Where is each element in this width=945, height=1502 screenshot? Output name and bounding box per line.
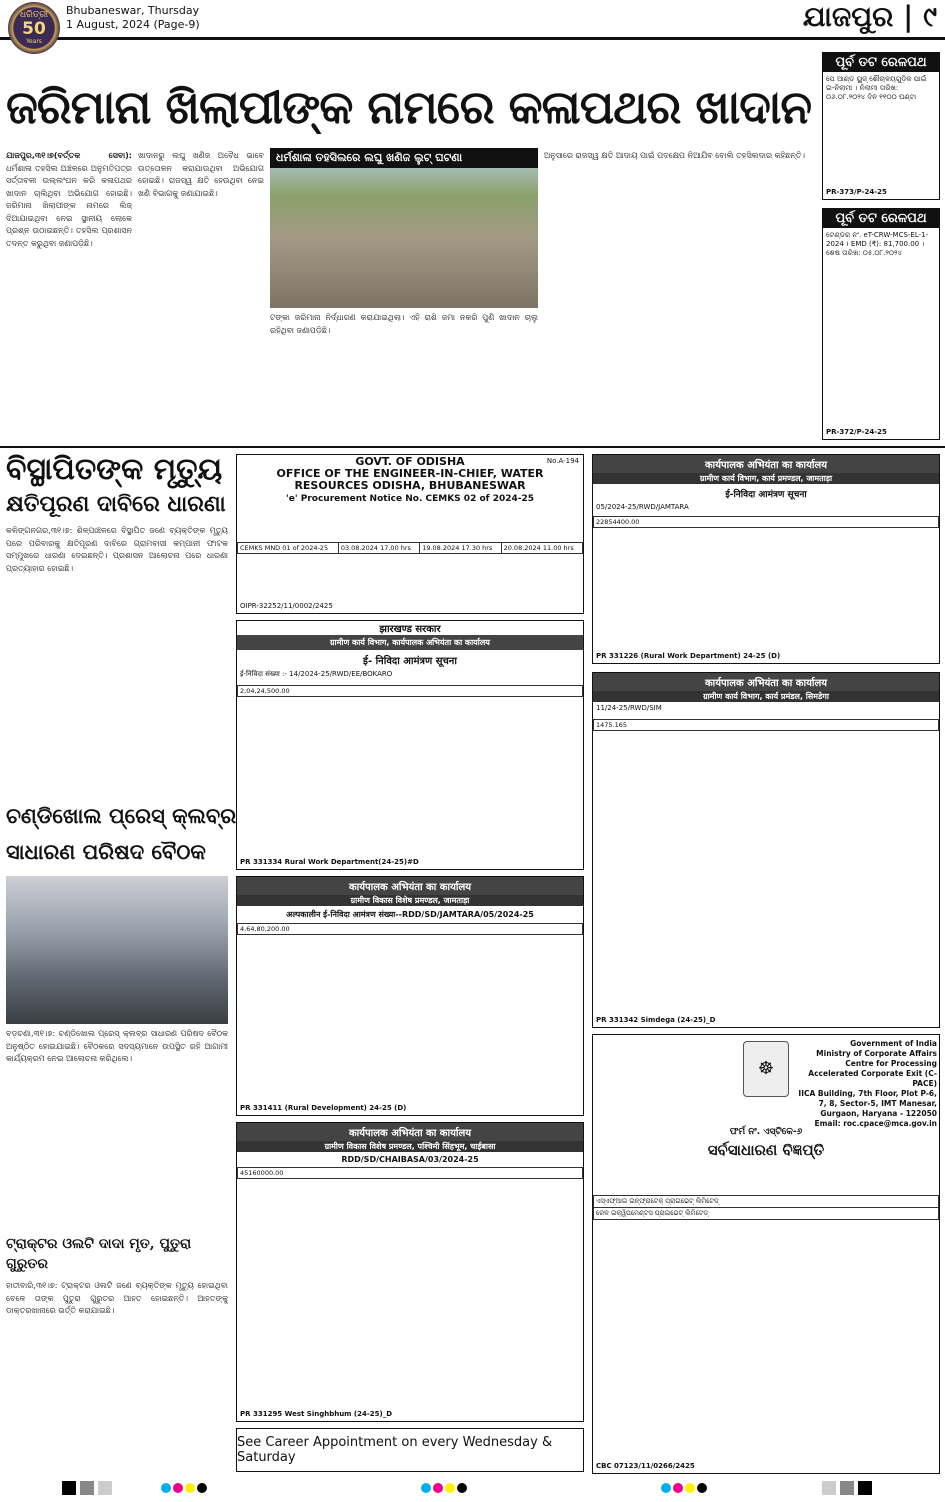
mca-company-row-2: ରେଳ ଇକ୍ୱିପମେଣ୍ଟସ ପ୍ରାଇଭେଟ୍ ଲିମିଟେଡ୍ [594,1208,939,1220]
tender-bokaro-amount: 2,04,24,500.00 [238,686,583,697]
section-divider [0,446,945,448]
story3-title-line2: ସାଧାରଣ ପରିଷଦ ବୈଠକ [6,839,206,864]
railway-ad-1 [822,52,940,200]
railway-ad-2 [822,208,940,440]
tender-chaibasa-footer: PR 331295 West Singhbhum (24-25)_D [240,1410,393,1418]
tender-jamtara-rdd-ref: अल्पकालीन ई-निविदा आमंत्रण संख्या--RDD/SD/JAMTARA/05/2024-25 [286,910,534,919]
tender-simdega [592,672,940,1028]
emblem-icon: ☸ [743,1041,789,1097]
tender-chaibasa-sub: ग्रामीण विकास विशेष प्रमण्डल, पश्चिमी सिंहभूम, चाईबासा [237,1141,583,1152]
lead-byline: ଯାଜପୁର,୩୧।୭(ବର୍ତ୍ତକ ସେବା): [6,151,132,160]
color-dots-3 [660,1478,708,1502]
print-registration-marks [0,1478,945,1498]
story2-title-line1: ବିସ୍ଥାପିତଙ୍କ ମୃତ୍ୟୁ [6,452,223,487]
railway-ad-1-ref: PR-373/P-24-25 [826,188,887,196]
tender-odisha-govt: GOVT. OF ODISHA [355,455,465,468]
tender-jamtara-rwd-dept: कार्यपालक अभियंता का कार्यालय [593,455,939,473]
tender-jamtara-rdd-footer: PR 331411 (Rural Development) 24-25 (D) [240,1104,407,1112]
tender-simdega-amount: 1475.165 [594,720,939,731]
tender-jamtara-rdd-table [237,923,583,935]
tender-jamtara-rwd-title: ई-निविदा आमंत्रण सूचना [725,490,807,500]
tender-jamtara-rdd [236,876,584,1116]
tender-odisha-bid-id: CEMKS MND 01 of 2024-25 [238,543,339,554]
story4-title: ଟ୍ରାକ୍ଟର ଓଲଟି ଦାଦା ମୃତ, ପୁତୁରା ଗୁରୁତର [6,1236,192,1272]
railway-ad-2-text: ଟେଣ୍ଡର ନଂ. eT-CRW-MCS-EL-1-2024 । EMD (₹): 81,700.00 । ଶେଷ ତାରିଖ: ୦୫.୦୮.୨୦୨୪ [826,231,929,257]
lead-headline: ଜରିମାନା ଖିଲାପୀଙ୍କ ନାମରେ କଳାପଥର ଖାଦାନ [6,80,812,134]
tender-bokaro-table [237,685,583,697]
tender-simdega-sub: ग्रामीण कार्य विभाग, कार्य प्रमंडल, सिमडेगा [593,691,939,702]
tender-odisha-notice: 'e' Procurement Notice No. CEMKS 02 of 2024-25 [285,494,534,504]
dateline-date-page: 1 August, 2024 (Page-9) [66,18,200,31]
dateline-city-day: Bhubaneswar, Thursday [66,4,200,17]
lead-column-3: ଟଙ୍କା ଜରିମାନା ନିର୍ଦ୍ଧାରଣ କରାଯାଇଥିଲା। ଏହି ରାଶି ଜମା ନକରି ପୁଣି ଖାଦାନ ଚାଲୁ ରହିଥିବା ଜଣାପଡ଼ିଛି। [270,313,538,335]
tender-bokaro [236,620,584,870]
lead-column-1 [6,150,132,440]
tender-simdega-ref: 11/24-25/RWD/SIM [596,704,662,712]
tender-simdega-dept: कार्यपालक अभियंता का कार्यालय [593,673,939,691]
tender-jamtara-rwd-ref: 05/2024-25/RWD/JAMTARA [596,503,689,511]
photo-caption: ଧର୍ମଶାଳା ତହସିଲରେ ଲଘୁ ଖଣିଜ ଲୁଟ୍ ଘଟଣା [270,148,538,168]
story4-text: ହାତୀବାରି,୩୧।୭: ଟ୍ରାକ୍ଟର ଓଲଟି ଜଣେ ବ୍ୟକ୍ତିଙ୍କ ମୃତ୍ୟୁ ହୋଇଥିବା ବେଳେ ତାଙ୍କ ପୁତୁରା ଗୁରୁତର ଆହତ ହୋଇଛନ୍ତି। ଆହତଙ୍କୁ ଡାକ୍ତରଖାନାରେ ଭର୍ତ୍ତି କରାଯାଇଛି। [6,1281,228,1315]
masthead [0,0,945,45]
mca-notice [592,1034,940,1474]
railway-ad-1-title: ପୂର୍ବ ତଟ ରେଳପଥ [823,53,939,72]
mca-centre: Centre for Processing Accelerated Corporate Exit (C-PACE) [808,1059,937,1088]
anniversary-logo [8,2,60,54]
registration-squares-right [820,1478,874,1502]
mca-govt: Government of India [850,1039,937,1048]
mca-ministry: Ministry of Corporate Affairs [816,1049,937,1058]
tender-odisha [236,454,584,614]
tender-jamtara-rwd-table [593,516,939,528]
railway-ad-2-title: ପୂର୍ବ ତଟ ରେଳପଥ [823,209,939,228]
tender-odisha-footer: OIPR-32252/11/0002/2425 [240,602,333,610]
tender-jamtara-rdd-dept: कार्यपालक अभियंता का कार्यालय [237,877,583,895]
tender-simdega-footer: PR 331342 Simdega (24-25)_D [596,1016,716,1024]
tender-chaibasa-table [237,1167,583,1179]
mca-company-row-1: ଏସ୍‌ଏଫ୍‌ଆଇ ଇନ୍‌ଫ୍ରାଟେକ୍ ପ୍ରାଇଭେଟ୍ ଲିମିଟେଡ୍ [594,1196,939,1208]
tender-jamtara-rwd-amount: 22854400.00 [594,517,939,528]
logo-text-top: ଧରିତ୍ରୀ [19,10,49,20]
tender-odisha-table [237,542,583,554]
tender-odisha-office: OFFICE OF THE ENGINEER-IN-CHIEF, WATER RESOURCES ODISHA, BHUBANESWAR [276,467,544,492]
story3-title-line1: ଚଣ୍ଡିଖୋଲ ପ୍ରେସ୍ କ୍ଲବ୍‌ର [6,803,237,828]
tender-jamtara-rwd [592,454,940,664]
dateline [66,4,200,32]
lead-col1-text: ଧର୍ମଶାଳା ତହସିଲ ଅଞ୍ଚଳରେ ଅନୁମତିପତ୍ର ସର୍ତ୍ତାବଳୀ ଉଲ୍ଲଂଘନ କରି କଳାପଥର ଖାଦାନ ଚାଲିଥିବା ଅଭିଯୋଗ ହୋଇଛି। ଜରିମାନା ଖିଲାପୀଙ୍କ ନାମରେ ଲିଜ୍ ଦିଆଯାଇଥିବା ନେଇ ସ୍ଥାନୀୟ ଲୋକେ ପ୍ରଶ୍ନ ଉଠାଇଛନ୍ତି। ତହସିଲ ପ୍ରଶାସନ ତଦନ୍ତ କରୁଥିବା ଜଣାପଡ଼ିଛି। [6,163,132,248]
mca-footer: CBC 07123/11/0266/2425 [596,1462,695,1470]
tender-bokaro-ref: ई-निविदा संख्या :- 14/2024-25/RWD/EE/BOKARO [240,670,393,678]
career-text: See Career Appointment on every Wednesday & Saturday [237,1435,553,1465]
tender-bokaro-state: झारखण्ड सरकार [379,624,441,635]
tender-chaibasa-ref: RDD/SD/CHAIBASA/03/2024-25 [341,1155,479,1164]
logo-text-bottom: Years [26,38,42,45]
railway-ad-2-ref: PR-372/P-24-25 [826,428,887,436]
registration-squares-left [60,1478,114,1502]
tender-jamtara-rwd-footer: PR 331226 (Rural Work Department) 24-25 (D) [596,652,781,660]
mca-form-no: ଫର୍ମ ନଂ. ଏସ୍‌ଟିକେ-୬ [729,1127,803,1137]
tender-jamtara-rwd-sub: ग्रामीण कार्य विभाग, कार्य प्रमण्डल, जामताड़ा [593,473,939,484]
tender-bokaro-footer: PR 331334 Rural Work Department(24-25)#D [240,858,419,866]
tender-jamtara-rdd-sub: ग्रामीण विकास विशेष प्रमण्डल, जामताड़ा [237,895,583,906]
tender-chaibasa-dept: कार्यपालक अभियंता का कार्यालय [237,1123,583,1141]
page-name: ଯାଜପୁର | ୯ [802,0,937,33]
mca-email: Email: roc.cpace@mca.gov.in [814,1119,937,1128]
story2-text: କଳିଙ୍ଗନଗର,୩୧।୭: ଶିଳ୍ପାଞ୍ଚଳରେ ବିସ୍ଥାପିତ ଜଣେ ବ୍ୟକ୍ତିଙ୍କ ମୃତ୍ୟୁ ପରେ ପରିବାରକୁ କ୍ଷତିପୂରଣ ଦାବିରେ ଗ୍ରାମବାସୀ କମ୍ପାନୀ ଫାଟକ ସମ୍ମୁଖରେ ଧାରଣା ଦେଇଛନ୍ତି। ପ୍ରଶାସନ ଆଲୋଚନା ପରେ ଧାରଣା ପ୍ରତ୍ୟାହାର ହୋଇଛି। [6,526,228,573]
tender-simdega-table [593,719,939,731]
tender-odisha-number: No.A-194 [546,457,579,465]
tender-chaibasa-amount: 45160000.00 [238,1168,583,1179]
color-dots-1 [160,1478,208,1502]
tender-odisha-date1: 03.08.2024 17.00 hrs [338,543,419,554]
logo-number: 50 [22,19,46,39]
lead-column-4: ଅନୁସାରେ ରାଜସ୍ୱ କ୍ଷତି ଆଦାୟ ପାଇଁ ପଦକ୍ଷେପ ନିଆଯିବ ବୋଲି ତହସିଲଦାର କହିଛନ୍ତି। [544,151,806,160]
mca-company-table [593,1195,939,1220]
tender-odisha-date2: 19.08.2024 17.30 hrs [420,543,501,554]
story2-title-line2: କ୍ଷତିପୂରଣ ଦାବିରେ ଧାରଣା [6,491,226,517]
quarry-photo [270,148,538,308]
lead-column-2: ଖାଦାନରୁ ଲଘୁ ଖଣିଜ ଅବୈଧ ଭାବେ ଉତ୍ତୋଳନ କରାଯାଉଥିବା ଅଭିଯୋଗ ହୋଇଛି। ରାଜସ୍ୱ କ୍ଷତି ହେଉଥିବା ନେଇ ଖଣି ବିଭାଗକୁ ଜଣାଯାଇଛି। [138,151,264,198]
mca-address: IICA Building, 7th Floor, Plot P-6, 7, 8, Sector-5, IMT Manesar, Gurgaon, Haryana - 122050 [798,1089,937,1118]
career-strip [236,1428,584,1472]
tender-bokaro-title: ई- निविदा आमंत्रण सूचना [363,656,457,667]
story3-text: ବଡ଼ଚଣା,୩୧।୭: ଚଣ୍ଡିଖୋଲ ପ୍ରେସ୍ କ୍ଲବ୍‌ର ସାଧାରଣ ପରିଷଦ ବୈଠକ ଅନୁଷ୍ଠିତ ହୋଇଯାଇଛି। ବୈଠକରେ ସଦସ୍ୟମାନେ ଉପସ୍ଥିତ ରହି ଆଗାମୀ କାର୍ଯ୍ୟକ୍ରମ ନେଇ ଆଲୋଚନା କରିଥିଲେ। [6,1029,228,1063]
tender-bokaro-dept: ग्रामीण कार्य विभाग, कार्यपालक अभियंता का कार्यालय [237,635,583,650]
railway-ad-1-text: ପେ ଆଣ୍ଡ ୟୁଜ୍ ଶୌଚାଳୟଗୁଡ଼ିକ ପାଇଁ ଇ-ନିଲାମୀ । ନିଲାମୀ ତାରିଖ: ୦୬.୦୮.୨୦୨୪ ଦିନ ୧୧୦୦ ଘଣ୍ଟା [826,75,927,101]
mca-notice-title: ସର୍ବସାଧାରଣ ବିଜ୍ଞପ୍ତି [707,1141,825,1159]
tender-chaibasa [236,1122,584,1422]
color-dots-2 [420,1478,468,1502]
press-club-photo [6,876,228,1024]
tender-odisha-date3: 20.08.2024 11.00 hrs [501,543,582,554]
tender-jamtara-rdd-amount: 4,64,80,200.00 [238,924,583,935]
